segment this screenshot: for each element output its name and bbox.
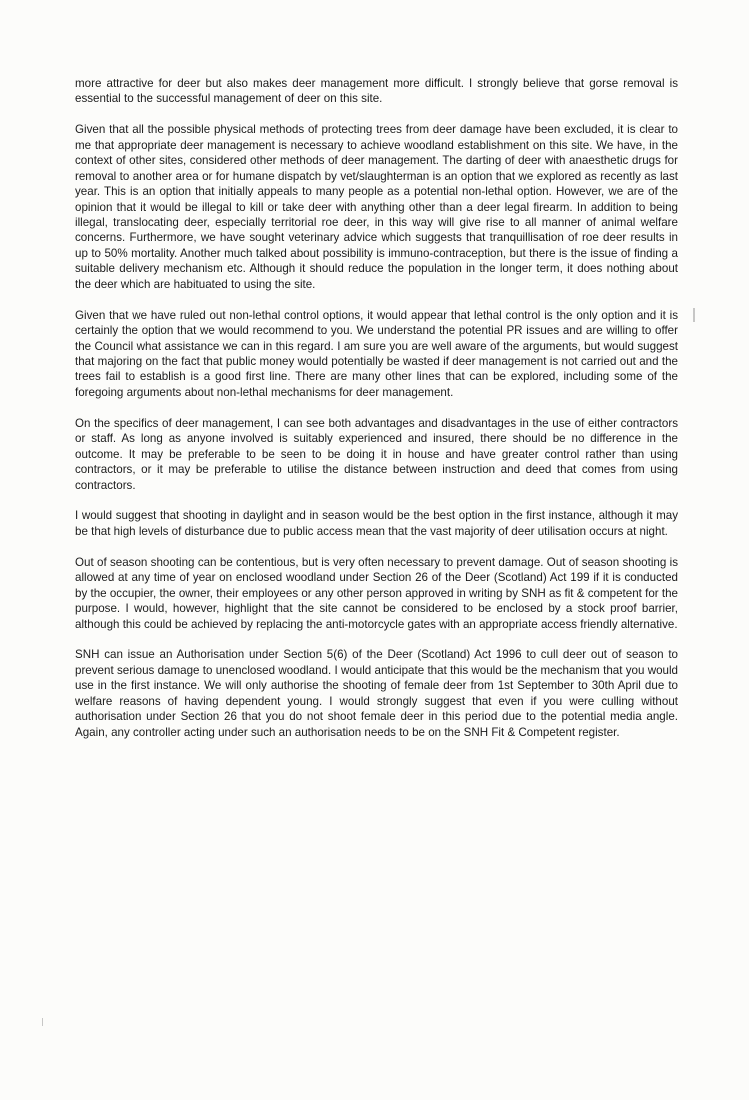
paragraph-contractors-or-staff: On the specifics of deer management, I can see both advantages and disadvantages in the use of either contractors or staff. As long as anyone involved is suitably experienced and insured, there should be no difference in the outcome. It may be preferable to be seen to be doing it in house and have greater control rather than using contractors, or it may be preferable to utilise the distance between instruction and deed that comes from using contractors. xyxy=(75,416,678,492)
scan-speck xyxy=(693,308,695,322)
paragraph-daylight-shooting: I would suggest that shooting in daylight and in season would be the best option in the first instance, although it may be that high levels of disturbance due to public access mean that the vast majority of deer utilisation occurs at night. xyxy=(75,509,678,538)
paragraph-out-of-season-shooting: Out of season shooting can be contentious, but is very often necessary to prevent damage. Out of season shooting is allowed at any time of year on enclosed woodland under Section 26 of the Deer (Scotland) Act 199 if it is conducted by the occupier, the owner, their employees or any other person approved in writing by SNH as fit & competent for the purpose. I would, however, highlight that the site cannot be considered to be enclosed by a stock proof barrier, although this could be achieved by replacing the anti-motorcycle gates with an appropriate access friendly alternative. xyxy=(75,555,678,631)
letter-body xyxy=(75,76,678,756)
scan-speck xyxy=(42,1018,43,1026)
paragraph-non-lethal-methods: Given that all the possible physical methods of protecting trees from deer damage have been excluded, it is clear to me that appropriate deer management is necessary to achieve woodland establishment on this site. We have, in the context of other sites, considered other methods of deer management. The darting of deer with anaesthetic drugs for removal to another area or for humane dispatch by vet/slaughterman is an option that we explored as recently as last year. This is an option that initially appeals to many people as a potential non-lethal option. However, we are of the opinion that it would be illegal to kill or take deer with anything other than a deer legal firearm. In addition to being illegal, translocating deer, especially territorial roe deer, in this way will give rise to all manner of animal welfare concerns. Furthermore, we have sought veterinary advice which suggests that tranquillisation of roe deer results in up to 50% mortality. Another much talked about possibility is immuno-contraception, but there is the issue of finding a suitable delivery mechanism etc. Although it should reduce the population in the longer term, it does nothing about the deer which are habituated to using the site. xyxy=(75,123,678,291)
paragraph-lethal-control: Given that we have ruled out non-lethal control options, it would appear that lethal control is the only option and it is certainly the option that we would recommend to you. We understand the potential PR issues and are willing to offer the Council what assistance we can in this regard. I am sure you are well aware of the arguments, but would suggest that majoring on the fact that public money would potentially be wasted if deer management is not carried out and the trees fail to establish is a good first line. There are many other lines that can be explored, including some of the foregoing arguments about non-lethal mechanisms for deer management. xyxy=(75,308,678,399)
paragraph-gorse-removal: more attractive for deer but also makes deer management more difficult. I strongly believe that gorse removal is essential to the successful management of deer on this site. xyxy=(75,77,678,106)
paragraph-snh-authorisation: SNH can issue an Authorisation under Section 5(6) of the Deer (Scotland) Act 1996 to cull deer out of season to prevent serious damage to unenclosed woodland. I would anticipate that this would be the mechanism that you would use in the first instance. We will only authorise the shooting of female deer from 1st September to 30th April due to welfare reasons of having dependent young. I would strongly suggest that even if you were culling without authorisation under Section 26 that you do not shoot female deer in this period due to the potential media angle. Again, any controller acting under such an authorisation needs to be on the SNH Fit & Competent register. xyxy=(75,648,678,739)
